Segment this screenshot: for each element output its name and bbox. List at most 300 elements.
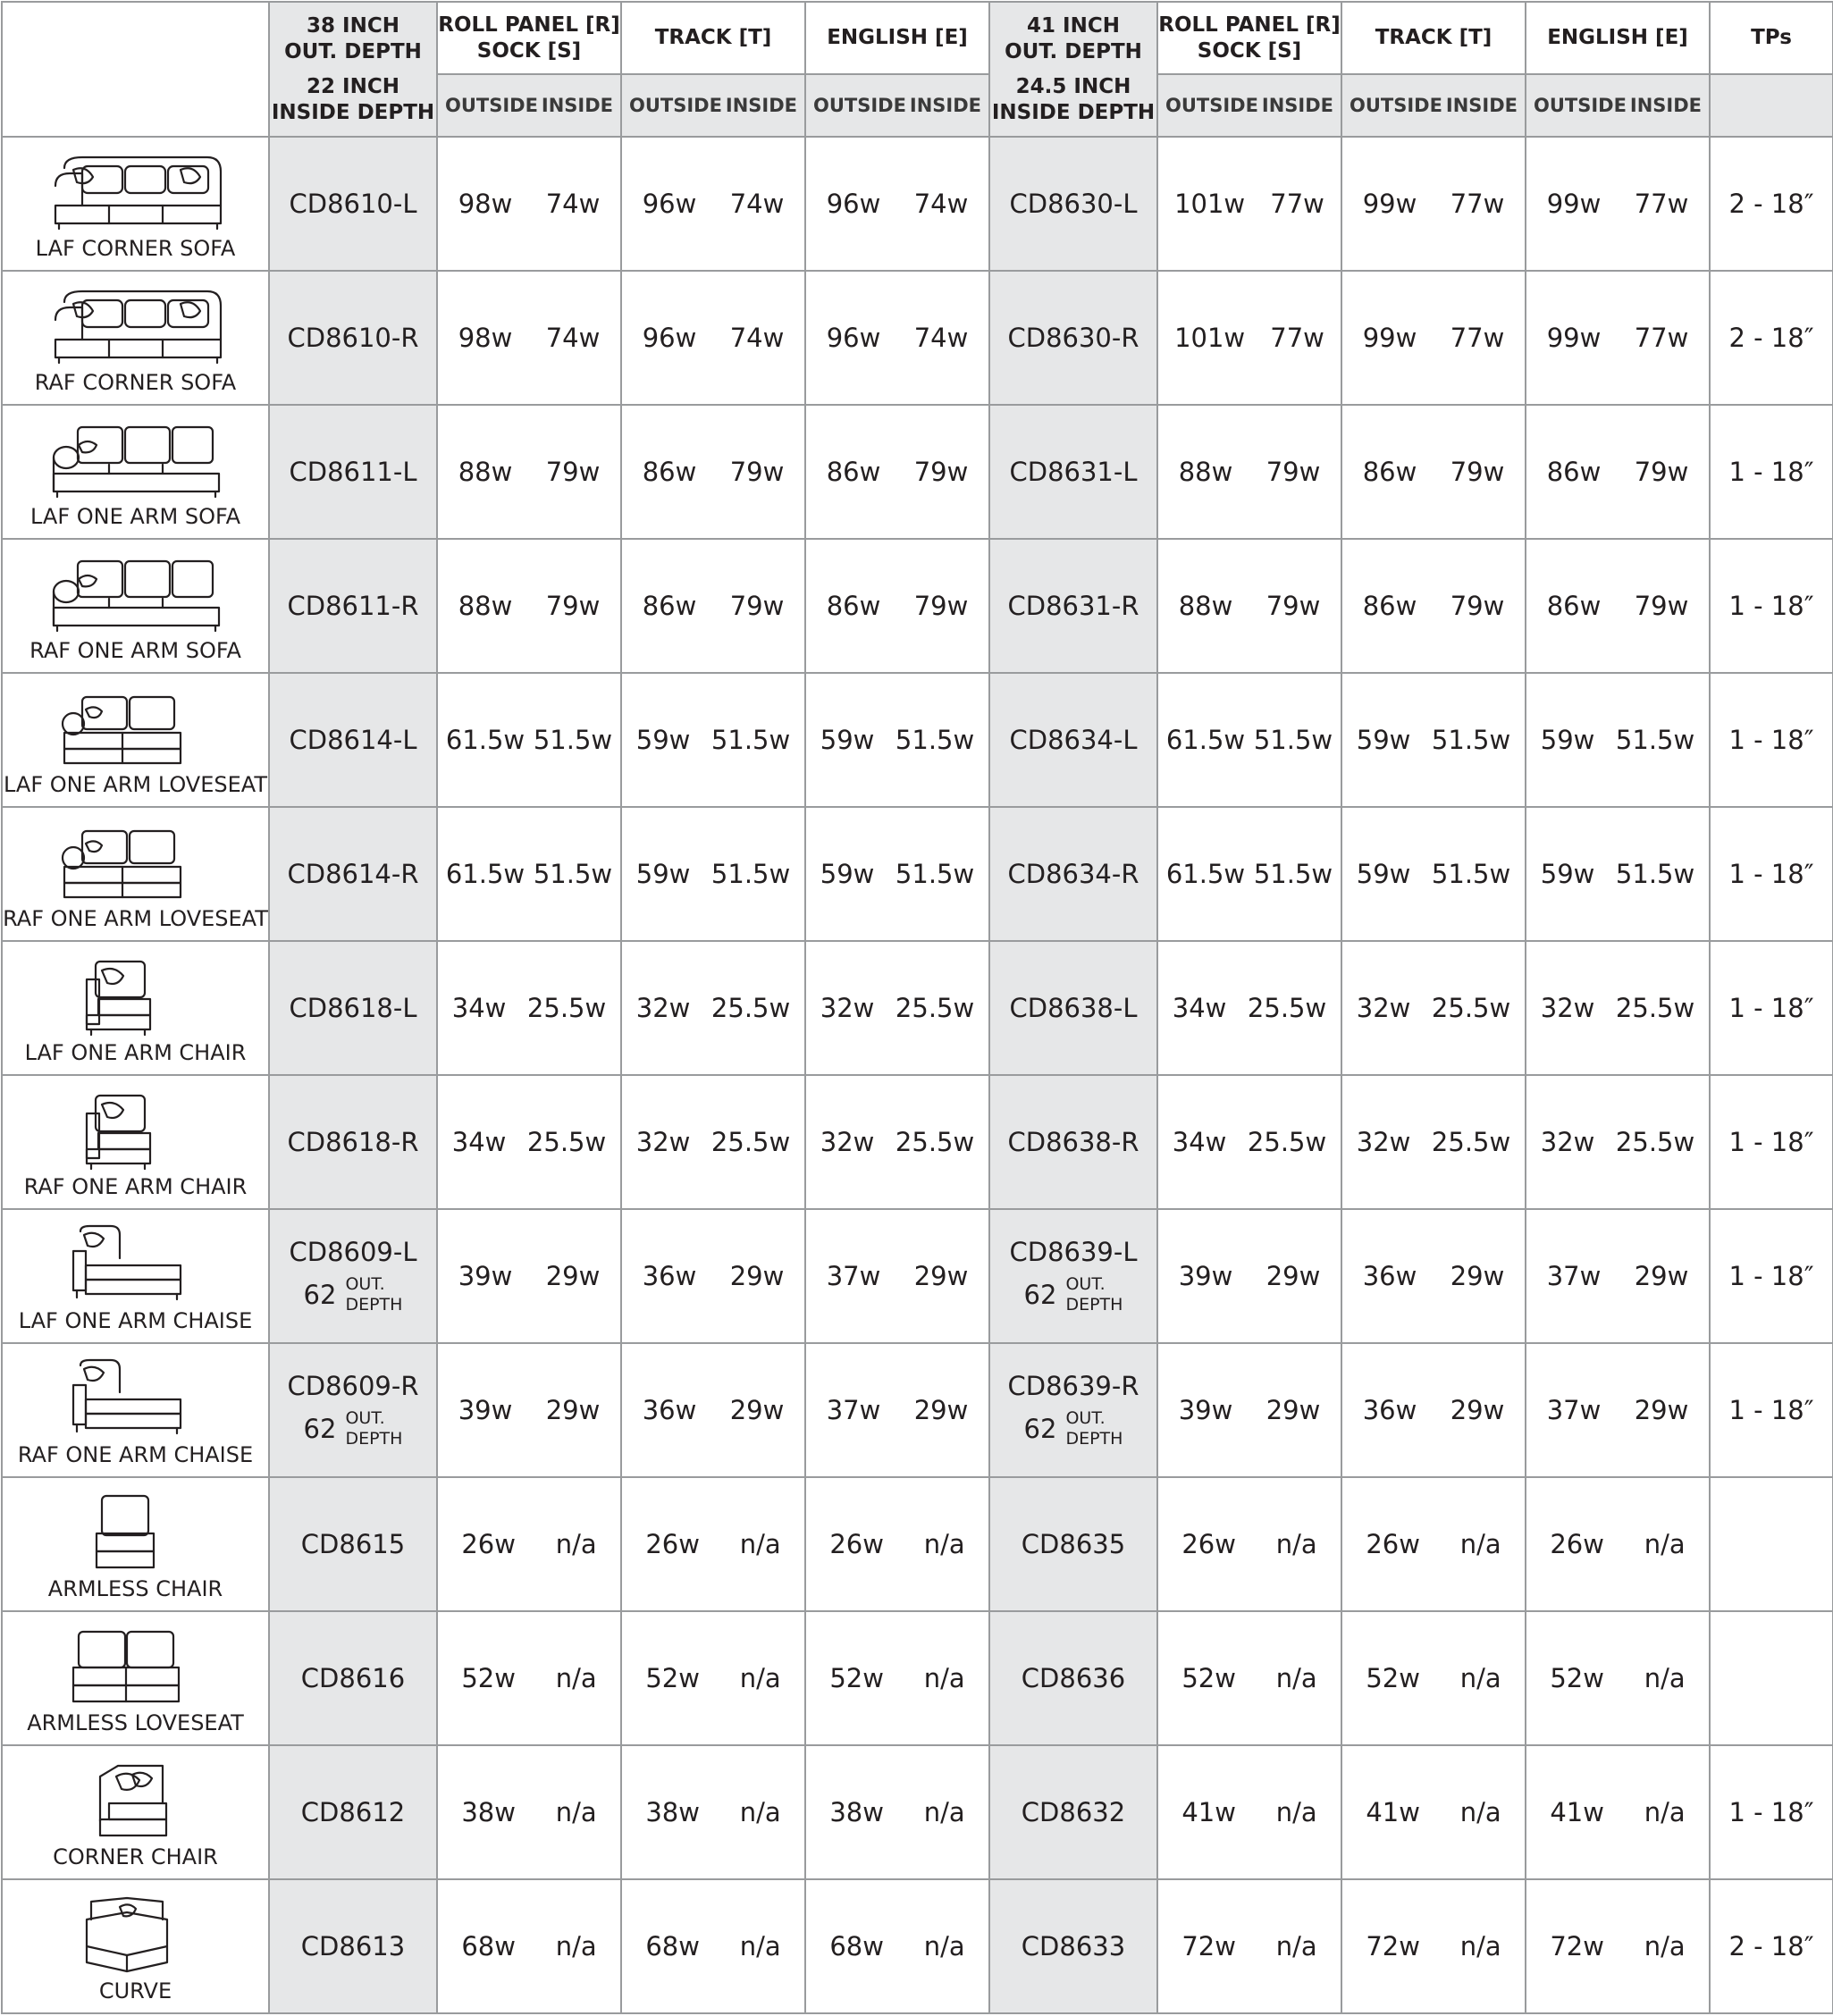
dimension-cell <box>805 137 989 271</box>
product-code-38: CD8613 <box>269 1879 437 2013</box>
inside-width: n/a <box>739 1663 781 1693</box>
armless-chair-icon <box>46 1491 225 1575</box>
dimension-cell <box>805 941 989 1075</box>
throw-pillows: 2 - 18″ <box>1710 1879 1833 2013</box>
inside-width: 51.5w <box>1431 725 1511 755</box>
outside-width: 34w <box>1172 1127 1227 1157</box>
inside-width: n/a <box>923 1931 965 1961</box>
product-image-cell <box>2 941 269 1075</box>
dimension-cell <box>437 1209 621 1343</box>
outside-width: 26w <box>829 1529 884 1559</box>
depth-41-inside: 24.5 INCH INSIDE DEPTH <box>991 74 1156 124</box>
inside-width: 51.5w <box>1253 725 1333 755</box>
table-row <box>2 271 1833 405</box>
laf-one-arm-chair-icon <box>46 954 225 1038</box>
chaise-depth-value: 62 <box>1023 1414 1057 1444</box>
table-row <box>2 539 1833 673</box>
dimension-cell <box>437 941 621 1075</box>
dimension-cell <box>437 1477 621 1611</box>
outside-width: 34w <box>1172 993 1227 1023</box>
product-image-cell <box>2 1879 269 2013</box>
product-code-41: CD8632 <box>989 1745 1157 1879</box>
outside-width: 37w <box>826 1395 881 1425</box>
dimension-cell <box>621 1477 805 1611</box>
inside-width: 25.5w <box>1247 1127 1327 1157</box>
outside-width: 34w <box>451 993 507 1023</box>
outside-width: 38w <box>829 1797 884 1827</box>
outside-width: 26w <box>645 1529 700 1559</box>
product-code-38 <box>269 1209 437 1343</box>
inside-width: n/a <box>1644 1529 1686 1559</box>
inside-width: 29w <box>1634 1261 1689 1291</box>
dimension-cell <box>1526 1343 1710 1477</box>
dimension-cell <box>1341 1879 1526 2013</box>
inside-width: 51.5w <box>533 725 613 755</box>
dimension-cell <box>1526 941 1710 1075</box>
dimension-cell <box>1341 405 1526 539</box>
inside-width: 29w <box>913 1395 969 1425</box>
throw-pillows: 1 - 18″ <box>1710 807 1833 941</box>
inside-label: INSIDE <box>1445 95 1518 116</box>
dimension-cell <box>437 539 621 673</box>
throw-pillows: 1 - 18″ <box>1710 1343 1833 1477</box>
outside-label: OUTSIDE <box>444 95 538 116</box>
outside-width: 32w <box>1540 1127 1595 1157</box>
outside-width: 32w <box>820 993 875 1023</box>
inside-width: 25.5w <box>710 993 791 1023</box>
arm-style-header-38-1: TRACK [T] <box>621 2 805 74</box>
outside-width: 88w <box>458 457 513 487</box>
product-name: LAF ONE ARM CHAISE <box>18 1308 253 1333</box>
dimension-cell <box>1341 807 1526 941</box>
inside-width: n/a <box>1644 1797 1686 1827</box>
inside-width: 25.5w <box>526 993 607 1023</box>
inside-width: n/a <box>1459 1797 1501 1827</box>
dimension-cell <box>805 1209 989 1343</box>
dimension-cell <box>1526 673 1710 807</box>
depth-38-out: 38 INCH OUT. DEPTH <box>284 13 422 63</box>
outside-width: 59w <box>635 859 691 889</box>
outside-width: 72w <box>1550 1931 1604 1961</box>
outside-width: 32w <box>1356 993 1411 1023</box>
product-name: LAF ONE ARM SOFA <box>30 504 240 529</box>
product-code-41: CD8638-R <box>989 1075 1157 1209</box>
outside-width: 98w <box>458 323 513 353</box>
inside-width: 79w <box>545 591 601 621</box>
dimension-cell <box>621 1879 805 2013</box>
product-name: LAF CORNER SOFA <box>35 236 236 261</box>
armless-loveseat-icon <box>46 1625 225 1709</box>
inside-width: 79w <box>1634 591 1689 621</box>
outside-width: 26w <box>461 1529 516 1559</box>
outside-width: 86w <box>642 457 697 487</box>
inside-width: n/a <box>739 1931 781 1961</box>
product-image-cell <box>2 1477 269 1611</box>
product-image-cell <box>2 137 269 271</box>
dimension-cell <box>621 539 805 673</box>
laf-one-arm-sofa-icon <box>46 418 225 502</box>
inside-width: 25.5w <box>1247 993 1327 1023</box>
dimension-cell <box>437 271 621 405</box>
dimension-cell <box>621 1343 805 1477</box>
dimension-cell <box>805 1745 989 1879</box>
dimension-cell <box>805 405 989 539</box>
outside-width: 88w <box>1178 591 1233 621</box>
dimension-cell <box>1526 1477 1710 1611</box>
dimension-cell <box>621 807 805 941</box>
depth-41-header <box>989 2 1157 137</box>
product-name: RAF ONE ARM CHAISE <box>17 1442 254 1467</box>
sectional-dimensions-table <box>1 1 1833 2014</box>
product-image-cell <box>2 405 269 539</box>
dimension-cell <box>1526 1075 1710 1209</box>
inside-width: 29w <box>729 1395 785 1425</box>
inside-width: 29w <box>729 1261 785 1291</box>
outside-width: 86w <box>826 591 881 621</box>
inside-width: 77w <box>1270 189 1324 219</box>
inside-width: n/a <box>1459 1663 1501 1693</box>
dimension-cell <box>1157 673 1341 807</box>
dimension-cell <box>437 1879 621 2013</box>
outside-width: 36w <box>1362 1261 1417 1291</box>
dimension-cell <box>1157 539 1341 673</box>
chaise-depth-label: OUT. DEPTH <box>345 1408 403 1449</box>
subheader-41-1 <box>1341 74 1526 137</box>
product-code-38: CD8610-L <box>269 137 437 271</box>
curve-sectional-icon <box>46 1893 225 1977</box>
throw-pillows: 1 - 18″ <box>1710 539 1833 673</box>
dimension-cell <box>805 1477 989 1611</box>
throw-pillows <box>1710 1477 1833 1611</box>
outside-width: 32w <box>1356 1127 1411 1157</box>
outside-width: 99w <box>1546 323 1602 353</box>
inside-width: n/a <box>923 1663 965 1693</box>
subheader-38-1 <box>621 74 805 137</box>
arm-style-header-38-0: ROLL PANEL [R] SOCK [S] <box>437 2 621 74</box>
inside-width: 77w <box>1450 323 1505 353</box>
subheader-tps-blank <box>1710 74 1833 137</box>
dimension-cell <box>1157 1611 1341 1745</box>
dimension-cell <box>1341 1209 1526 1343</box>
outside-width: 52w <box>1550 1663 1604 1693</box>
dimension-cell <box>1526 807 1710 941</box>
product-code-41: CD8635 <box>989 1477 1157 1611</box>
dimension-cell <box>1341 137 1526 271</box>
dimension-cell <box>1526 1879 1710 2013</box>
inside-width: 25.5w <box>1615 993 1695 1023</box>
raf-one-arm-sofa-icon <box>46 552 225 636</box>
outside-width: 96w <box>642 189 697 219</box>
dimension-cell <box>805 271 989 405</box>
inside-width: n/a <box>923 1529 965 1559</box>
outside-width: 61.5w <box>445 859 526 889</box>
outside-label: OUTSIDE <box>628 95 722 116</box>
chaise-out-depth <box>1024 1274 1123 1315</box>
chaise-out-depth <box>1024 1408 1123 1449</box>
outside-width: 37w <box>826 1261 881 1291</box>
chaise-out-depth <box>304 1408 403 1449</box>
dimension-cell <box>621 137 805 271</box>
depth-38-header <box>269 2 437 137</box>
laf-one-arm-chaise-icon <box>46 1222 225 1306</box>
inside-width: 25.5w <box>895 1127 975 1157</box>
throw-pillows: 1 - 18″ <box>1710 405 1833 539</box>
product-image-cell <box>2 271 269 405</box>
dimension-cell <box>805 673 989 807</box>
dimension-cell <box>621 941 805 1075</box>
dimension-cell <box>1157 1075 1341 1209</box>
outside-width: 59w <box>1540 725 1595 755</box>
inside-label: INSIDE <box>541 95 614 116</box>
outside-width: 99w <box>1362 323 1417 353</box>
chaise-out-depth <box>304 1274 403 1315</box>
inside-width: 51.5w <box>1615 725 1695 755</box>
inside-width: n/a <box>1459 1529 1501 1559</box>
outside-width: 37w <box>1546 1261 1602 1291</box>
outside-width: 26w <box>1181 1529 1236 1559</box>
table-row <box>2 673 1833 807</box>
outside-width: 32w <box>820 1127 875 1157</box>
outside-width: 99w <box>1546 189 1602 219</box>
raf-corner-sofa-icon <box>46 284 225 368</box>
inside-width: 29w <box>913 1261 969 1291</box>
inside-label: INSIDE <box>1629 95 1703 116</box>
table-row <box>2 941 1833 1075</box>
outside-width: 96w <box>826 323 881 353</box>
dimension-cell <box>1526 137 1710 271</box>
outside-width: 61.5w <box>445 725 526 755</box>
inside-width: n/a <box>555 1529 597 1559</box>
product-code-41: CD8631-R <box>989 539 1157 673</box>
corner-chair-icon <box>46 1759 225 1843</box>
inside-label: INSIDE <box>725 95 798 116</box>
dimension-cell <box>621 1209 805 1343</box>
product-image-cell <box>2 1745 269 1879</box>
outside-width: 52w <box>1366 1663 1420 1693</box>
dimension-cell <box>437 405 621 539</box>
dimension-cell <box>1341 1343 1526 1477</box>
outside-width: 59w <box>820 725 875 755</box>
inside-width: 51.5w <box>710 725 791 755</box>
table-row <box>2 405 1833 539</box>
inside-width: 79w <box>913 591 969 621</box>
throw-pillows: 1 - 18″ <box>1710 1745 1833 1879</box>
product-image-cell <box>2 1209 269 1343</box>
outside-width: 52w <box>645 1663 700 1693</box>
outside-label: OUTSIDE <box>1349 95 1442 116</box>
dimension-cell <box>621 1075 805 1209</box>
inside-width: n/a <box>1275 1529 1317 1559</box>
product-code-41: CD8633 <box>989 1879 1157 2013</box>
product-name: RAF ONE ARM CHAIR <box>23 1174 248 1199</box>
inside-width: 25.5w <box>1431 1127 1511 1157</box>
outside-width: 36w <box>642 1261 697 1291</box>
inside-width: 25.5w <box>710 1127 791 1157</box>
inside-width: n/a <box>739 1797 781 1827</box>
product-image-cell <box>2 539 269 673</box>
inside-width: 51.5w <box>1253 859 1333 889</box>
inside-width: n/a <box>555 1931 597 1961</box>
table-row <box>2 137 1833 271</box>
product-code-38: CD8615 <box>269 1477 437 1611</box>
outside-width: 32w <box>1540 993 1595 1023</box>
outside-width: 68w <box>461 1931 516 1961</box>
inside-width: 51.5w <box>533 859 613 889</box>
outside-label: OUTSIDE <box>1533 95 1627 116</box>
inside-width: n/a <box>1459 1931 1501 1961</box>
outside-width: 96w <box>826 189 881 219</box>
outside-width: 26w <box>1366 1529 1420 1559</box>
raf-one-arm-chair-icon <box>46 1088 225 1172</box>
dimension-cell <box>621 271 805 405</box>
chaise-depth-value: 62 <box>1023 1280 1057 1310</box>
dimension-cell <box>1157 1209 1341 1343</box>
chaise-depth-label: OUT. DEPTH <box>345 1274 403 1315</box>
dimension-cell <box>805 1075 989 1209</box>
raf-one-arm-chaise-icon <box>46 1357 225 1441</box>
product-code-41: CD8634-R <box>989 807 1157 941</box>
dimension-cell <box>1157 941 1341 1075</box>
inside-label: INSIDE <box>1261 95 1334 116</box>
product-image-cell <box>2 807 269 941</box>
outside-width: 59w <box>820 859 875 889</box>
inside-width: 29w <box>1634 1395 1689 1425</box>
inside-width: 79w <box>1450 591 1505 621</box>
product-name: RAF ONE ARM LOVESEAT <box>3 906 268 931</box>
inside-width: 25.5w <box>895 993 975 1023</box>
product-image-cell <box>2 1075 269 1209</box>
inside-width: n/a <box>555 1797 597 1827</box>
outside-width: 61.5w <box>1165 859 1246 889</box>
laf-corner-sofa-icon <box>46 150 225 234</box>
dimension-cell <box>1157 137 1341 271</box>
outside-width: 88w <box>1178 457 1233 487</box>
dimension-cell <box>1341 271 1526 405</box>
product-image-cell <box>2 1343 269 1477</box>
dimension-cell <box>805 1611 989 1745</box>
outside-width: 52w <box>461 1663 516 1693</box>
inside-width: n/a <box>1275 1797 1317 1827</box>
outside-width: 68w <box>829 1931 884 1961</box>
table-row <box>2 807 1833 941</box>
depth-38-inside: 22 INCH INSIDE DEPTH <box>271 74 435 124</box>
inside-width: 74w <box>729 323 785 353</box>
outside-width: 59w <box>635 725 691 755</box>
product-code-38: CD8610-R <box>269 271 437 405</box>
inside-width: n/a <box>555 1663 597 1693</box>
product-name: CORNER CHAIR <box>53 1844 218 1869</box>
product-code: CD8609-L <box>289 1237 417 1267</box>
dimension-cell <box>1526 405 1710 539</box>
inside-width: 51.5w <box>710 859 791 889</box>
inside-width: 77w <box>1634 189 1689 219</box>
throw-pillows: 1 - 18″ <box>1710 1209 1833 1343</box>
outside-width: 41w <box>1181 1797 1236 1827</box>
outside-width: 86w <box>1362 457 1417 487</box>
dimension-cell <box>437 137 621 271</box>
table-row <box>2 1879 1833 2013</box>
dimension-cell <box>1526 271 1710 405</box>
outside-width: 41w <box>1366 1797 1420 1827</box>
product-name: ARMLESS CHAIR <box>47 1576 223 1601</box>
product-code-41: CD8638-L <box>989 941 1157 1075</box>
inside-width: n/a <box>739 1529 781 1559</box>
product-code-38: CD8614-R <box>269 807 437 941</box>
product-code-41: CD8636 <box>989 1611 1157 1745</box>
arm-style-header-38-2: ENGLISH [E] <box>805 2 989 74</box>
arm-style-header-41-2: ENGLISH [E] <box>1526 2 1710 74</box>
outside-width: 36w <box>1362 1395 1417 1425</box>
subheader-38-2 <box>805 74 989 137</box>
outside-width: 96w <box>642 323 697 353</box>
product-code-41: CD8634-L <box>989 673 1157 807</box>
dimension-cell <box>1157 1343 1341 1477</box>
outside-width: 34w <box>451 1127 507 1157</box>
outside-width: 39w <box>1178 1395 1233 1425</box>
inside-width: 79w <box>1265 457 1321 487</box>
outside-width: 101w <box>1174 323 1246 353</box>
throw-pillows: 1 - 18″ <box>1710 673 1833 807</box>
dimension-cell <box>437 1611 621 1745</box>
outside-width: 32w <box>635 993 691 1023</box>
inside-width: 79w <box>729 457 785 487</box>
dimension-cell <box>1526 1745 1710 1879</box>
inside-width: 51.5w <box>895 725 975 755</box>
outside-width: 52w <box>829 1663 884 1693</box>
product-code-41: CD8631-L <box>989 405 1157 539</box>
product-code: CD8639-R <box>1007 1371 1139 1401</box>
dimension-cell <box>1157 405 1341 539</box>
outside-width: 98w <box>458 189 513 219</box>
product-code-38: CD8611-R <box>269 539 437 673</box>
outside-width: 86w <box>826 457 881 487</box>
throw-pillows <box>1710 1611 1833 1745</box>
inside-width: 74w <box>729 189 785 219</box>
product-code-38: CD8618-R <box>269 1075 437 1209</box>
dimension-cell <box>621 673 805 807</box>
outside-width: 38w <box>645 1797 700 1827</box>
inside-width: 29w <box>545 1395 601 1425</box>
outside-width: 68w <box>645 1931 700 1961</box>
dimension-cell <box>1341 1611 1526 1745</box>
outside-width: 61.5w <box>1165 725 1246 755</box>
inside-width: 79w <box>545 457 601 487</box>
inside-width: 74w <box>545 189 601 219</box>
product-code-38: CD8614-L <box>269 673 437 807</box>
dimension-cell <box>1341 1075 1526 1209</box>
product-code-38: CD8612 <box>269 1745 437 1879</box>
inside-width: 29w <box>1265 1261 1321 1291</box>
dimension-cell <box>621 1611 805 1745</box>
product-name: RAF ONE ARM SOFA <box>29 638 241 663</box>
chaise-depth-label: OUT. DEPTH <box>1065 1408 1123 1449</box>
outside-width: 41w <box>1550 1797 1604 1827</box>
outside-width: 39w <box>1178 1261 1233 1291</box>
arm-style-header-41-1: TRACK [T] <box>1341 2 1526 74</box>
inside-width: 79w <box>729 591 785 621</box>
chaise-depth-label: OUT. DEPTH <box>1065 1274 1123 1315</box>
inside-width: n/a <box>1275 1931 1317 1961</box>
arm-style-header-41-0: ROLL PANEL [R] SOCK [S] <box>1157 2 1341 74</box>
dimension-cell <box>1526 1209 1710 1343</box>
product-name: RAF CORNER SOFA <box>34 370 237 395</box>
outside-width: 86w <box>1362 591 1417 621</box>
inside-width: 25.5w <box>1431 993 1511 1023</box>
chaise-depth-value: 62 <box>303 1414 337 1444</box>
dimension-cell <box>805 1343 989 1477</box>
chaise-depth-value: 62 <box>303 1280 337 1310</box>
product-name: ARMLESS LOVESEAT <box>27 1710 244 1735</box>
